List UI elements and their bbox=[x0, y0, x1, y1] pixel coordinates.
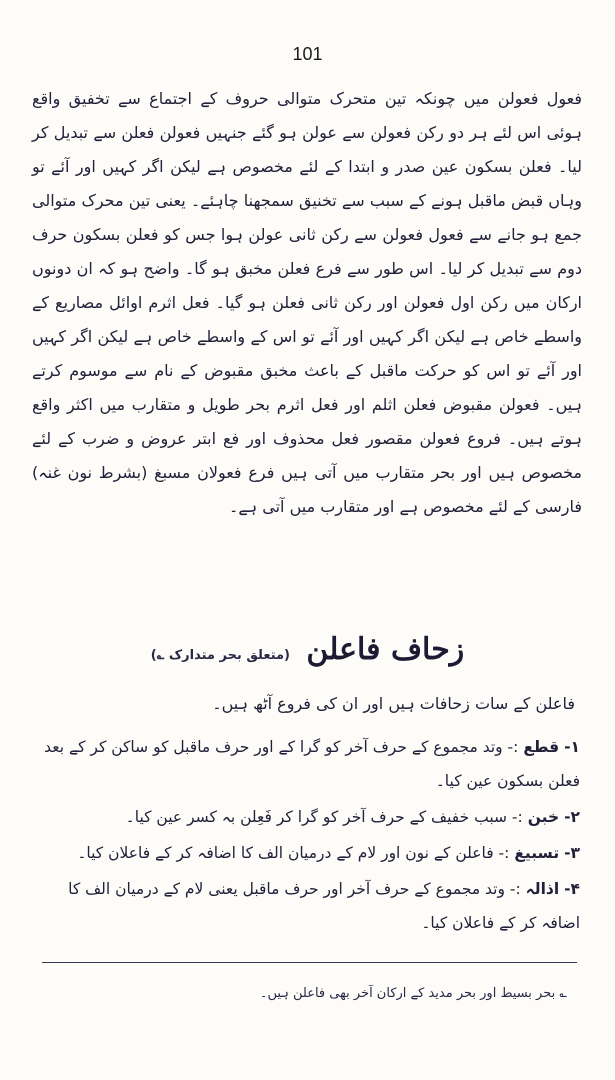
rule-number: ۳- bbox=[564, 844, 580, 862]
rule-item-khabn bbox=[32, 800, 584, 834]
page-number: 101 bbox=[292, 44, 323, 64]
rules-list bbox=[32, 730, 584, 942]
rule-number: ۱- bbox=[564, 738, 580, 756]
body-paragraph: فعول فعولن میں چونکہ تین متحرک متوالی حروف کے اجتماع سے تخفیق واقع ہوئی اس لئے ہر دو رکن فعولن سے عولن ہو گئے جنہیں فعولن فعلن سے تبدیل کر لیا۔ فعلن بسکون عین صدر و ابتدا کے لئے مخصوص ہے لیکن اگر کہیں اور آئے تو وہاں قبض ماقبل ہونے کے سبب سے تخنیق سمجھنا چاہئے۔ یعنی تین محرک متوالی جمع ہو جانے سے فعول فعولن سے رکن ثانی عولن ہوا جس کو فعلن بسکون حرف دوم سے تبدیل کر لیا۔ اس طور سے فرع فعلن مخبق ہو گا۔ واضح ہو کہ ان دونوں ارکان میں رکن اول فعولن اور رکن ثانی فعلن ہو گیا۔ فعل اثرم اوائل مصاریع کے واسطے خاص ہے لیکن اگر کہیں اور آئے تو اس کے واسطے خاص ہے لیکن اگر کہیں اور آئے تو اس کو حرکت ماقبل کے باعث مخبق مقبوض کے نام سے موسوم کرتے ہیں۔ فعولن مقبوض فعلن اثلم اور فعل اثرم بحر طویل و متقارب میں اکثر واقع ہوتے ہیں۔ فروع فعولن مقصور فعل محذوف اور فع ابتر عروض و ضرب کے لئے مخصوص ہیں اور بحر متقارب میں آتی ہیں فرع فعولان مسبغ (بشرط نون غنہ) فارسی کے لئے مخصوص ہے اور متقارب میں آتی ہے۔ bbox=[32, 89, 582, 516]
footnote-divider bbox=[42, 962, 577, 963]
rule-term: خبن bbox=[527, 808, 560, 826]
rule-item-izala bbox=[32, 872, 584, 940]
rule-number: ۴- bbox=[564, 880, 580, 898]
rule-text: :- وتد مجموع کے حرف آخر کو گرا کے اور حرف ماقبل کو ساکن کر کے بعد فعلن بسکون عین کیا۔ bbox=[44, 738, 580, 790]
rule-item-tasbigh bbox=[32, 836, 584, 870]
footnote: ؎ بحر بسیط اور بحر مدید کے ارکان آخر بھی فاعلن ہیں۔ bbox=[259, 986, 567, 1001]
rule-term: قطع bbox=[523, 738, 560, 756]
rule-term: اذالہ bbox=[525, 880, 560, 898]
rule-text: :- فاعلن کے نون اور لام کے درمیان الف کا اضافہ کر کے فاعلان کیا۔ bbox=[77, 844, 510, 862]
rules-intro: فاعلن کے سات زحافات ہیں اور ان کی فروع آٹھ ہیں۔ bbox=[212, 694, 575, 713]
section-title: زحاف فاعلن bbox=[306, 632, 465, 667]
section-subtitle: (متعلق بحر متدارک ؎) bbox=[150, 648, 290, 663]
rule-text: :- سبب خفیف کے حرف آخر کو گرا کر فَعِلن بہ کسر عین کیا۔ bbox=[125, 808, 523, 826]
section-heading bbox=[0, 632, 615, 667]
rule-number: ۲- bbox=[564, 808, 580, 826]
rule-item-qata bbox=[32, 730, 584, 798]
rule-text: :- وتد مجموع کے حرف آخر اور حرف ماقبل یعنی لام کے درمیان الف کا اضافہ کر کے فاعلان کیا۔ bbox=[68, 880, 580, 932]
rule-term: تسبیغ bbox=[514, 844, 560, 862]
